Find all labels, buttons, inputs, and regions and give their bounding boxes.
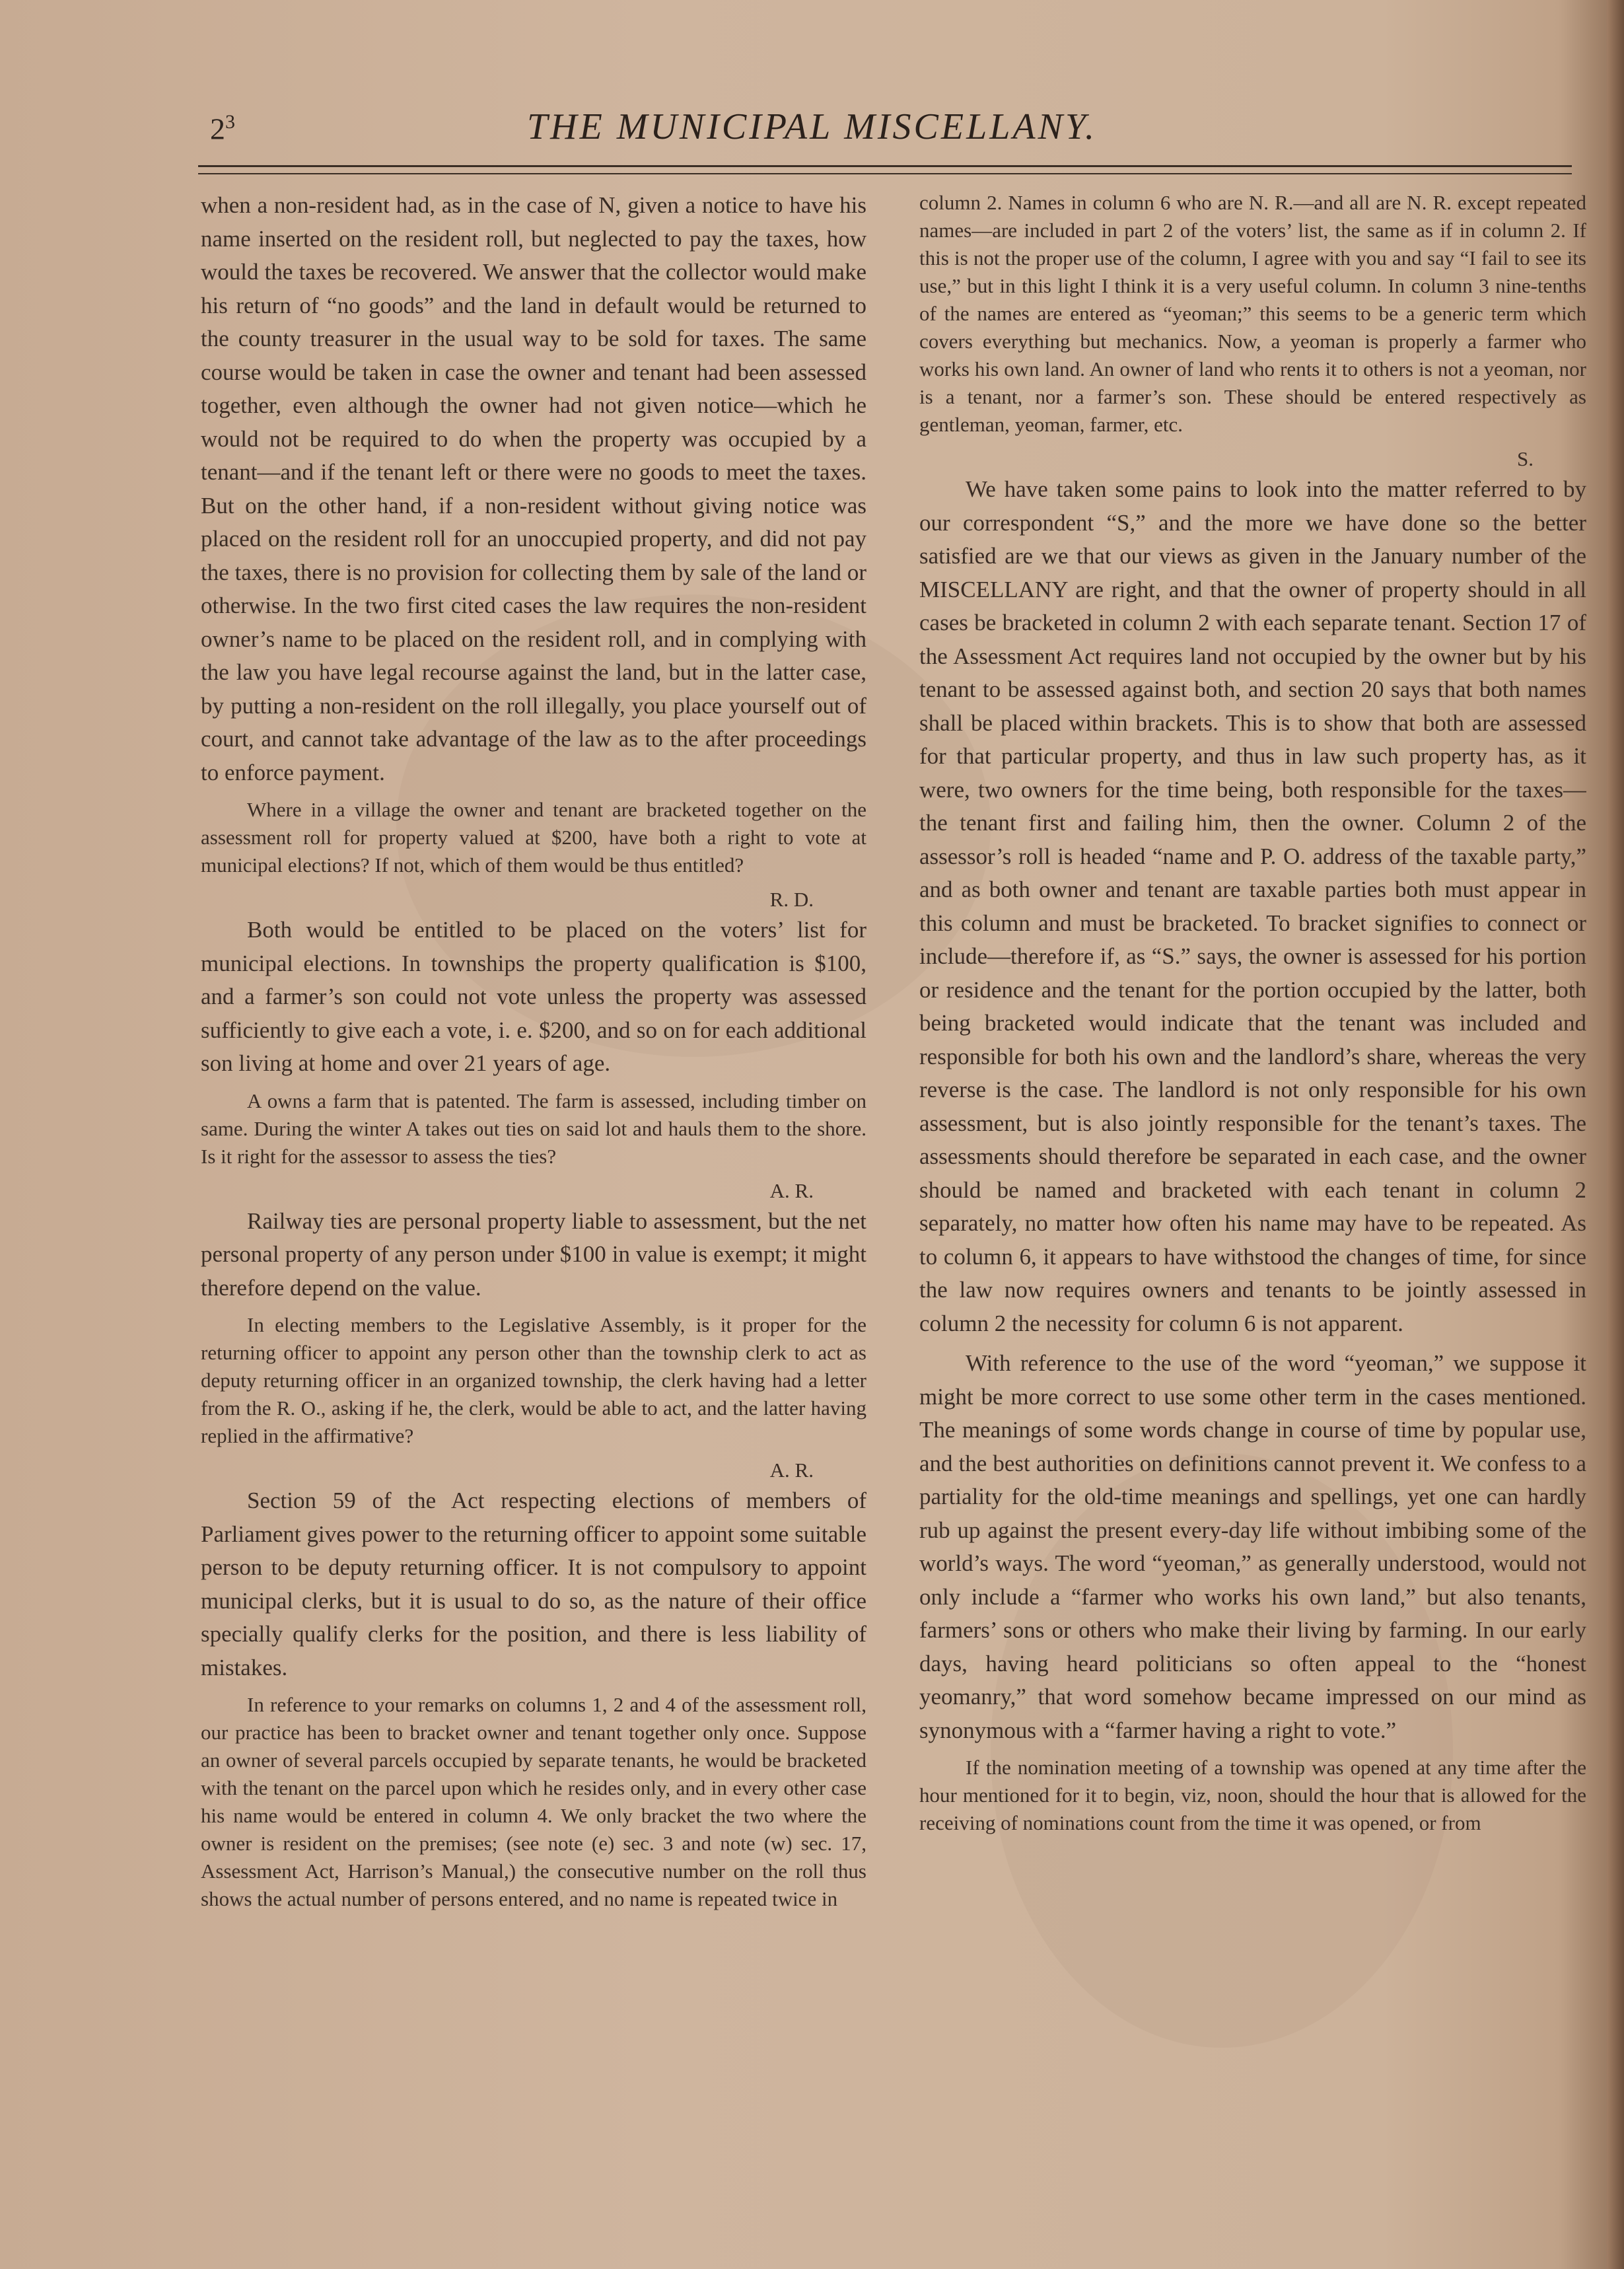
question-continuation: column 2. Names in column 6 who are N. R.—and all are N. R. except repeated names—are included in part 2 of the voters’ list, the same as if in column 2. If this is not the proper use of the column, I agree with you and say “I fail to see its use,” but in this light I think it is a very useful column. In column 3 nine-tenths of the names are entered as “yeoman;” this seems to be a generic term which covers everything but mechanics. Now, a yeoman is properly a farmer who works his own land. An owner of land who rents it to others is not a yeoman, nor is a tenant, nor a farmer’s son. These should be entered respectively as gentleman, yeoman, farmer, etc. (919, 191, 1586, 436)
answer-paragraph: With reference to the use of the word “yeoman,” we suppose it might be more correct to use some other term in the cases mentioned. The meanings of some words change in course of time by popular use, and the best authorities on definitions cannot prevent it. We confess to a partiality for the old-time meanings and spellings, yet one can hardly rub up against the present every-day life without imbibing some of the world’s ways. The word “yeoman,” as generally understood, would not only include a “farmer who works his own land,” but also tenants, farmers’ sons or others who make their living by farming. In our early days, having heard politicians so often appeal to the “honest yeomanry,” that word somehow became impressed on our mind as synonymous with a “farmer having a right to vote.” (919, 1350, 1586, 1743)
question-paragraph: In reference to your remarks on columns 1, 2 and 4 of the assessment roll, our practice has been to bracket owner and tenant together only once. Suppose an owner of several parcels occupied by separate tenants, he would be bracketed with the tenant on the parcel upon which he resides only, and in every other case his name would be entered in column 4. We only bracket the two where the owner is resident on the premises; (see note (e) sec. 3 and note (w) sec. 17, Assessment Act, Harrison’s Manual,) the consecutive number on the roll thus shows the actual number of persons entered, and no name is repeated twice in (201, 1693, 866, 1910)
pencil-page-number: 3 (225, 111, 235, 133)
question-signature: R. D. (769, 888, 814, 911)
question-signature: S. (1517, 447, 1534, 470)
question-paragraph: If the nomination meeting of a township was opened at any time after the hour mentioned for it to begin, viz, noon, should the hour that is allowed for the receiving of nominations count from the time it was opened, or from (919, 1756, 1586, 1834)
header-rule-bottom (198, 173, 1572, 174)
page-number: $2^3$ (210, 111, 235, 146)
question-paragraph: Where in a village the owner and tenant are bracketed together on the assessment roll for property valued at $200, have both a right to vote at municipal elections? If not, which of them would be thus entitled? (201, 798, 866, 877)
question-paragraph: In electing members to the Legislative Assembly, is it proper for the returning officer to appoint any person other than the township clerk to act as deputy returning officer in an organized township, the clerk having had a letter from the R. O., asking if he, the clerk, would be able to act, and the latter having replied in the affirmative? (201, 1313, 866, 1447)
running-title: THE MUNICIPAL MISCELLANY. (527, 106, 1097, 147)
answer-paragraph: when a non-resident had, as in the case of N, given a notice to have his name inserted on the resident roll, but neglected to pay the taxes, how would the taxes be recovered. We answer that the collector would make his return of “no goods” and the land in default would be returned to the county treasurer in the usual way to be sold for taxes. The same course would be taken in case the owner and tenant had been assessed together, even although the owner had not given notice—which he would not be required to do when the property was occupied by a tenant—and if the tenant left or there were no goods to meet the taxes. But on the other hand, if a non-resident without giving notice was placed on the resident roll for an unoccupied property, and did not pay the taxes, there is no provision for collecting them by sale of the land or otherwise. In the two first cited cases the law requires the non-resident owner’s name to be placed on the resident roll, and in complying with the law you have legal recourse against the land, but in the latter case, by putting a non-resident on the roll illegally, you place yourself out of court, and cannot take advantage of the law as to the after proceedings to enforce payment. (201, 192, 866, 785)
question-paragraph: A owns a farm that is patented. The farm is assessed, including timber on same. During the winter A takes out ties on said lot and hauls them to the shore. Is it right for the assessor to assess the ties? (201, 1089, 866, 1168)
answer-paragraph: Both would be entitled to be placed on the voters’ list for municipal elections. In townships the property qualification is $100, and a farmer’s son could not vote unless the property was assessed sufficiently to give each a vote, i. e. $200, and so on for each additional son living at home and over 21 years of age. (201, 917, 866, 1076)
header-rule-top (198, 165, 1572, 167)
question-signature: A. R. (769, 1459, 814, 1482)
page-edge (1607, 0, 1624, 2269)
right-column (919, 189, 1586, 2190)
left-column (201, 189, 866, 2190)
question-signature: A. R. (769, 1178, 814, 1202)
answer-paragraph: Section 59 of the Act respecting elections of members of Parliament gives power to the returning officer to appoint some suitable person to be deputy returning officer. It is not compulsory to appoint municipal clerks, but it is usual to do so, as the nature of their office specially qualify clerks for the position, and there is less liability of mistakes. (201, 1488, 866, 1680)
answer-paragraph: Railway ties are personal property liable to assessment, but the net personal property of any person under $100 in value is exempt; it might therefore depend on the value. (201, 1207, 866, 1301)
answer-paragraph: We have taken some pains to look into the matter referred to by our correspondent “S,” and the more we have done so the better satisfied are we that our views as given in the January number of the MISCELLANY are right, and that the owner of property should in all cases be bracketed in column 2 with each separate tenant. Section 17 of the Assessment Act requires land not occupied by the owner but by his tenant to be assessed against both, and section 20 says that both names shall be placed within brackets. This is to show that both are assessed for that particular property, and thus in law such property has, as it were, two owners for the time being, both responsible for the taxes—the tenant first and failing him, then the owner. Column 2 of the assessor’s roll is headed “name and P. O. address of the taxable party,” and as both owner and tenant are taxable parties both must appear in this column and must be bracketed. To bracket signifies to connect or include—therefore if, as “S.” says, the owner is assessed for his portion or residence and the tenant for the portion occupied by the latter, both being bracketed would indicate that the tenant was included and responsible for both his own and the landlord’s share, whereas the very reverse is the case. The landlord is not only responsible for his own assessment, but is also jointly responsible for the tenant’s taxes. The assessments should therefore be separated in each case, and the owner should be named and bracketed with each tenant in column 2 separately, no matter how often his name may have to be repeated. As to column 6, it appears to have withstood the changes of time, for since the law now requires owners and tenants to be jointly assessed in column 2 the necessity for column 6 is not apparent. (919, 476, 1586, 1336)
